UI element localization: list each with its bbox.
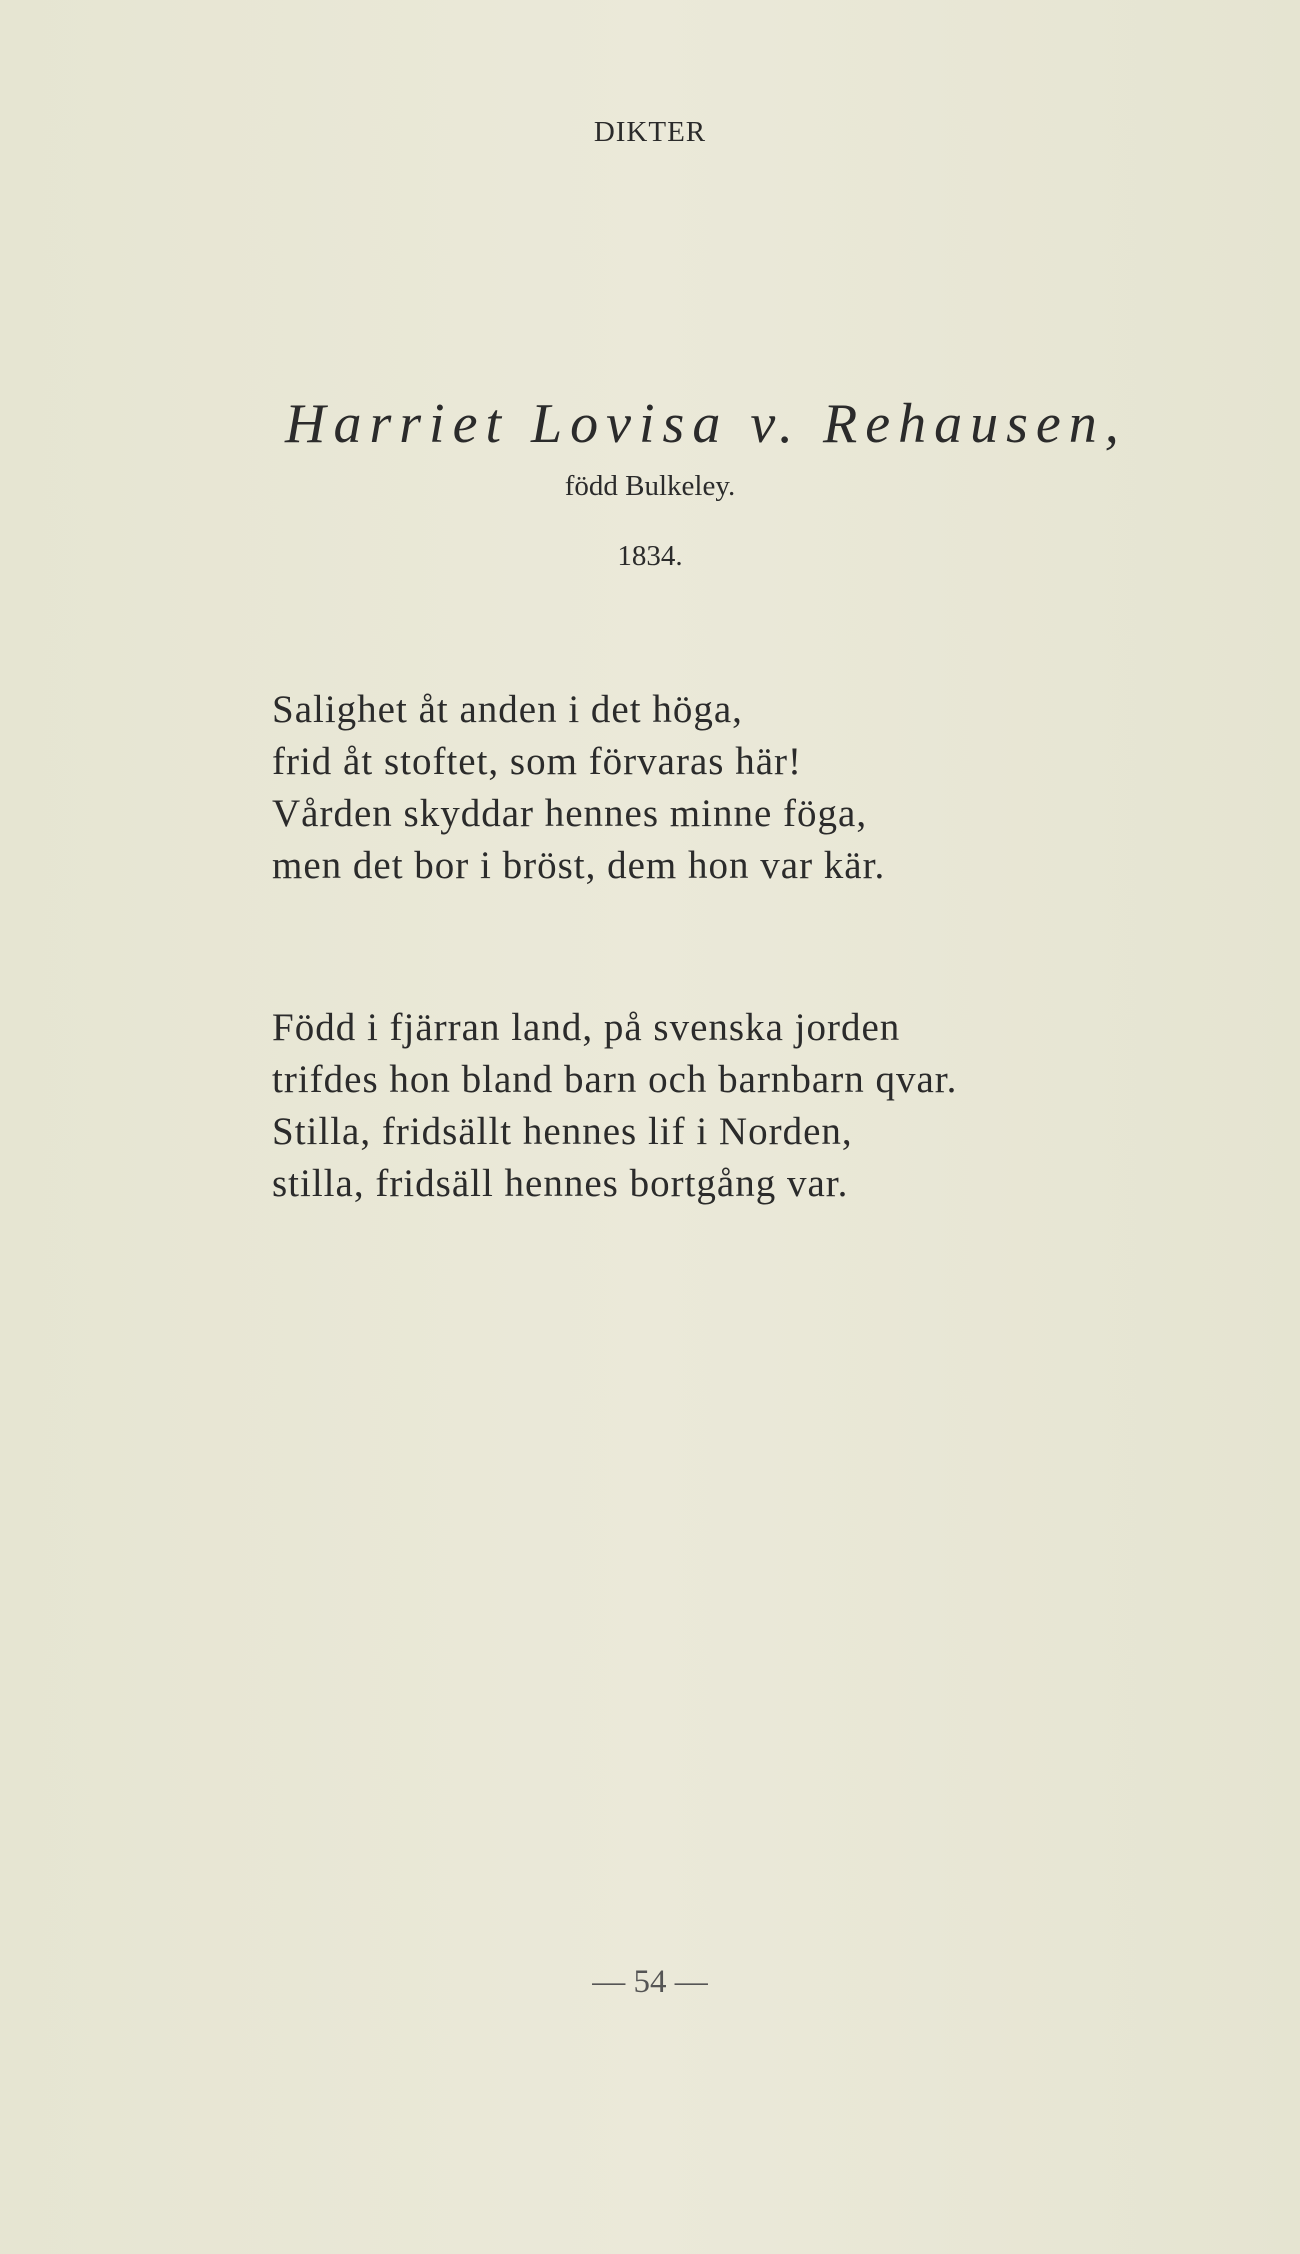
verse-line: Salighet åt anden i det höga, [272, 688, 743, 731]
verse-line: Vården skyddar hennes minne föga, [272, 792, 868, 835]
stanza-1 [272, 684, 885, 892]
poem-title: Harriet Lovisa v. Rehausen, [285, 393, 1127, 455]
running-head: DIKTER [593, 116, 707, 148]
verse-line: trifdes hon bland barn och barnbarn qvar. [272, 1058, 958, 1101]
verse-line: Född i fjärran land, på svenska jorden [272, 1006, 901, 1049]
poem-year: 1834. [617, 540, 683, 572]
page-number: — 54 — [592, 1964, 708, 2000]
verse-line: Stilla, fridsällt hennes lif i Norden, [272, 1110, 853, 1153]
stanza-2 [272, 1002, 957, 1210]
verse-line: stilla, fridsäll hennes bortgång var. [272, 1162, 849, 1205]
poem-subtitle: född Bulkeley. [564, 470, 736, 502]
verse-line: frid åt stoftet, som förvaras här! [272, 740, 802, 783]
verse-line: men det bor i bröst, dem hon var kär. [272, 844, 886, 887]
